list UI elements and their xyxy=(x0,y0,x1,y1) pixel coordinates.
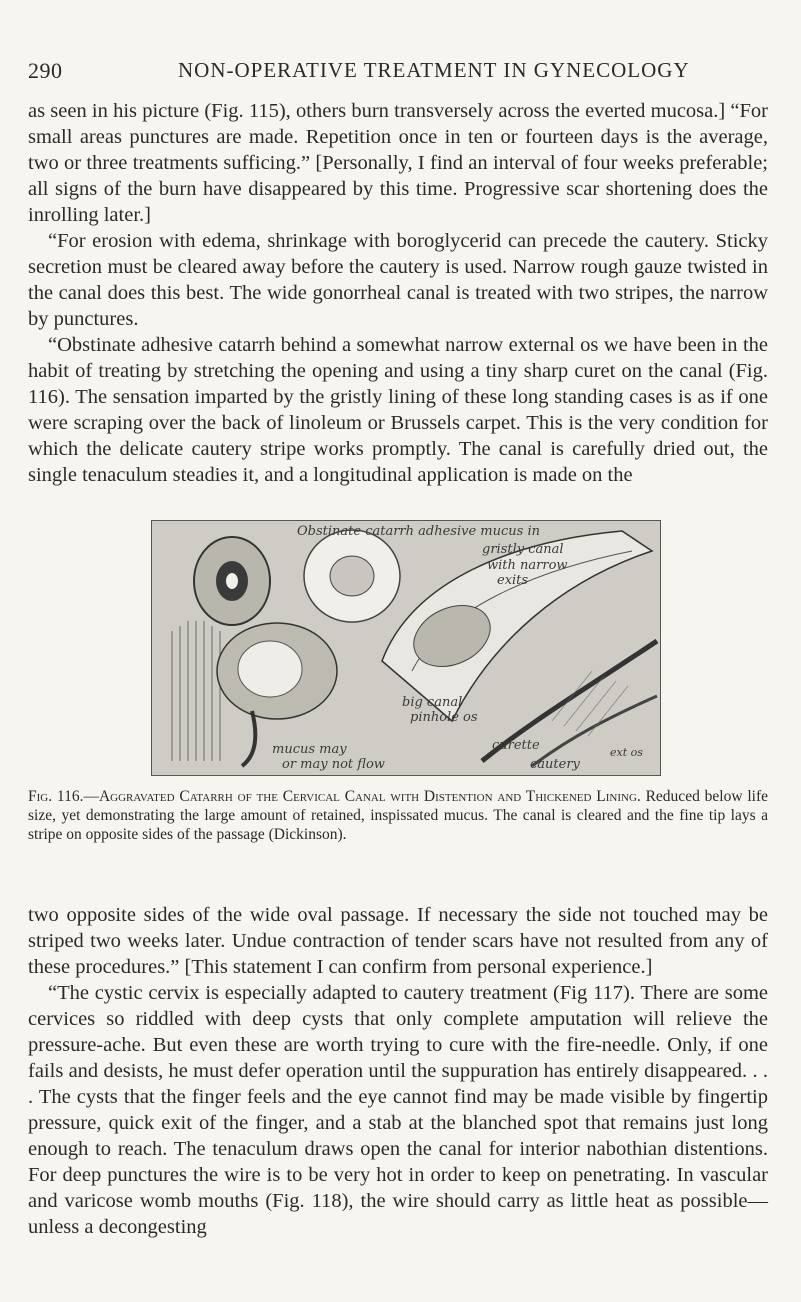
paragraph: “Obstinate adhesive catarrh behind a somewhat narrow external os we have been in the habit of treating by stretching the opening and using a tiny sharp curet on the canal (Fig. 116). The sensation imparted by the gristly lining of these long standing cases is as if one were scraping over the back of linoleum or Brussels carpet. This is the very condition for which the delicate cautery stripe works promptly. The canal is carefully dried out, the single tenaculum steadies it, and a longitudinal application is made on the xyxy=(28,334,768,486)
figure-label-mucus-may: mucus may xyxy=(272,742,347,757)
paragraph: “The cystic cervix is especially adapted to cautery treatment (Fig 117). There are some cervices so riddled with deep cysts that only complete amputation will relieve the pressure-ache. But even these are worth trying to cure with the fire-needle. Only, if one fails and desists, he must defer operation until the suppuration has entirely disappeared. . . . The cysts that the finger feels and the eye cannot find may be made visible by fingertip pressure, quick exit of the finger, and a stab at the blanched spot that remains just long enough to reach. The tenaculum draws open the canal for interior nabothian distentions. For deep punctures the wire is to be very hot in order to keep on penetrating. In vascular and varicose womb mouths (Fig. 118), the wire should carry as little heat as possible—unless a decongesting xyxy=(28,982,768,1238)
figure-label-os-corner: ext os xyxy=(610,746,643,759)
paragraph: as seen in his picture (Fig. 115), others burn transversely across the everted mucosa.] “For small areas punctures are made. Repetition once in ten or fourteen days is the average, two or three treatments sufficing.” [Personally, I find an interval of four weeks preferable; all signs of the burn have disappeared by this time. Progressive scar shortening does the inrolling later.] xyxy=(28,100,768,226)
caption-text: Reduced below life size, yet demonstrating the large amount of retained, inspissated mucus. The canal is cleared and the fine tip lays a stripe on opposite sides of the passage (Dickinson). xyxy=(28,788,768,843)
figure-label-or-may-not: or may not flow xyxy=(282,757,385,772)
cervix-drawing xyxy=(152,521,660,775)
page-number: 290 xyxy=(28,58,63,83)
figure-label-cautery: cautery xyxy=(530,757,580,772)
figure-116-illustration xyxy=(151,520,661,776)
paragraph: two opposite sides of the wide oval passage. If necessary the side not touched may be striped two weeks later. Undue contraction of tender scars have not resulted from any of these procedures.” [This statement I can confirm from personal experience.] xyxy=(28,904,768,978)
figure-label-pinhole: pinhole os xyxy=(410,710,478,725)
body-text-bottom xyxy=(28,902,768,1240)
page-header xyxy=(28,58,768,84)
running-head: NON-OPERATIVE TREATMENT IN GYNECOLOGY xyxy=(178,58,690,82)
figure-label-exits: exits xyxy=(497,573,529,588)
figure-label-top: Obstinate catarrh adhesive mucus in xyxy=(297,524,540,539)
caption-lead: Fig. 116.—Aggravated Catarrh of the Cervical Canal with Distention and Thickened Lining. xyxy=(28,788,641,805)
figure-label-gristly: gristly canal xyxy=(482,542,564,557)
paragraph: “For erosion with edema, shrinkage with boroglycerid can precede the cautery. Sticky secretion must be cleared away before the cautery is used. Narrow rough gauze twisted in the canal does this best. The wide gonorrheal canal is treated with two stripes, the narrow by punctures. xyxy=(28,230,768,330)
body-text-top xyxy=(28,98,768,488)
figure-label-narrow: with narrow xyxy=(487,558,568,573)
figure-label-big-canal: big canal xyxy=(402,695,463,710)
figure-caption xyxy=(28,787,768,844)
figure-label-curette: curette xyxy=(492,738,540,753)
